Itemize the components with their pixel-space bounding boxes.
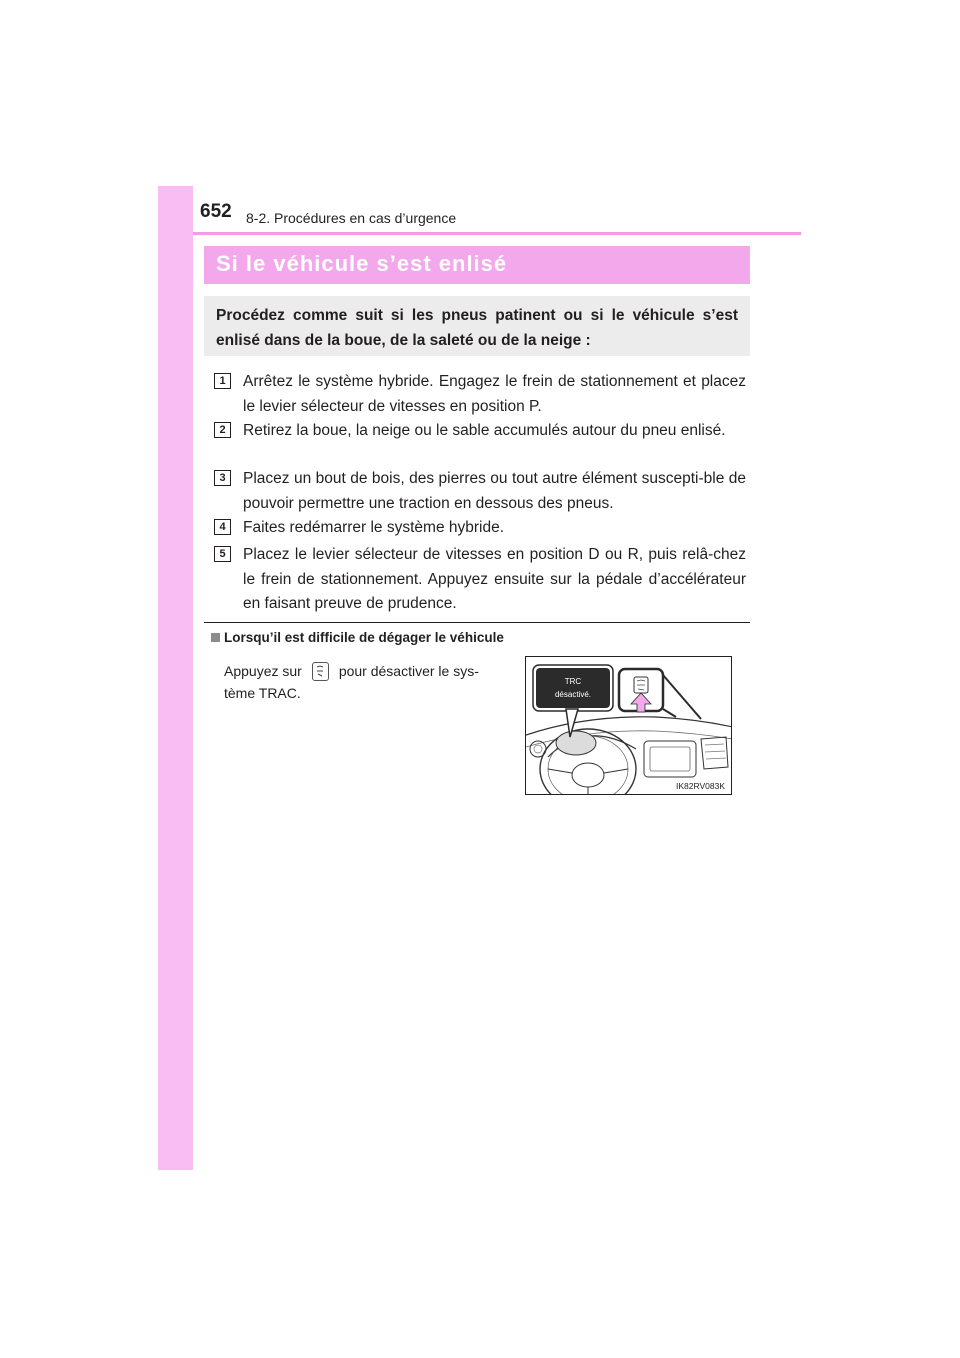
- step-text: Arrêtez le système hybride. Engagez le frein de stationnement et placez le levier sélecteur de vitesses en position P.: [243, 373, 746, 415]
- header-rule: [193, 232, 801, 235]
- page-title: Si le véhicule s’est enlisé: [216, 251, 508, 276]
- intro-box: [204, 296, 750, 356]
- step-text: Placez un bout de bois, des pierres ou tout autre élément suscepti-ble de pouvoir permettre une traction en dessous des pneus.: [243, 470, 746, 512]
- step-number: 2: [214, 422, 231, 438]
- subsection-text-before: Appuyez sur: [224, 663, 302, 679]
- step-number: 3: [214, 470, 231, 486]
- step-number: 5: [214, 546, 231, 562]
- square-bullet-icon: [211, 633, 220, 642]
- step-text: Retirez la boue, la neige ou le sable accumulés autour du pneu enlisé.: [243, 422, 726, 439]
- step-text: Placez le levier sélecteur de vitesses en position D ou R, puis relâ-chez le frein de stationnement. Appuyez ensuite sur la pédale d’accélérateur en faisant preuve de prudence.: [243, 546, 746, 612]
- section-divider: [204, 622, 750, 623]
- subsection-heading: [211, 630, 504, 645]
- trc-off-switch-icon: [312, 662, 329, 681]
- figure-code: IK82RV083K: [676, 781, 725, 791]
- subsection-heading-text: Lorsqu’il est difficile de dégager le véhicule: [224, 630, 504, 645]
- intro-text: Procédez comme suit si les pneus patinent ou si le véhicule s’est enlisé dans de la boue, de la saleté ou de la neige :: [216, 307, 738, 349]
- subsection-text: [224, 660, 506, 704]
- dashboard-illustration: [525, 656, 732, 795]
- section-header: 8-2. Procédures en cas d’urgence: [246, 210, 457, 226]
- title-bar: [204, 246, 750, 284]
- step-number: 1: [214, 373, 231, 389]
- subsection-text-after: pour désactiver le sys-tème TRAC.: [224, 663, 479, 701]
- page-number: 652: [200, 201, 232, 222]
- callout-line-1: TRC: [564, 677, 582, 686]
- step-number: 4: [214, 519, 231, 535]
- dashboard-drawing: [526, 657, 732, 795]
- callout-line-2: désactivé.: [554, 690, 592, 699]
- step-text: Faites redémarrer le système hybride.: [243, 519, 505, 536]
- chapter-side-tab: [158, 186, 193, 1170]
